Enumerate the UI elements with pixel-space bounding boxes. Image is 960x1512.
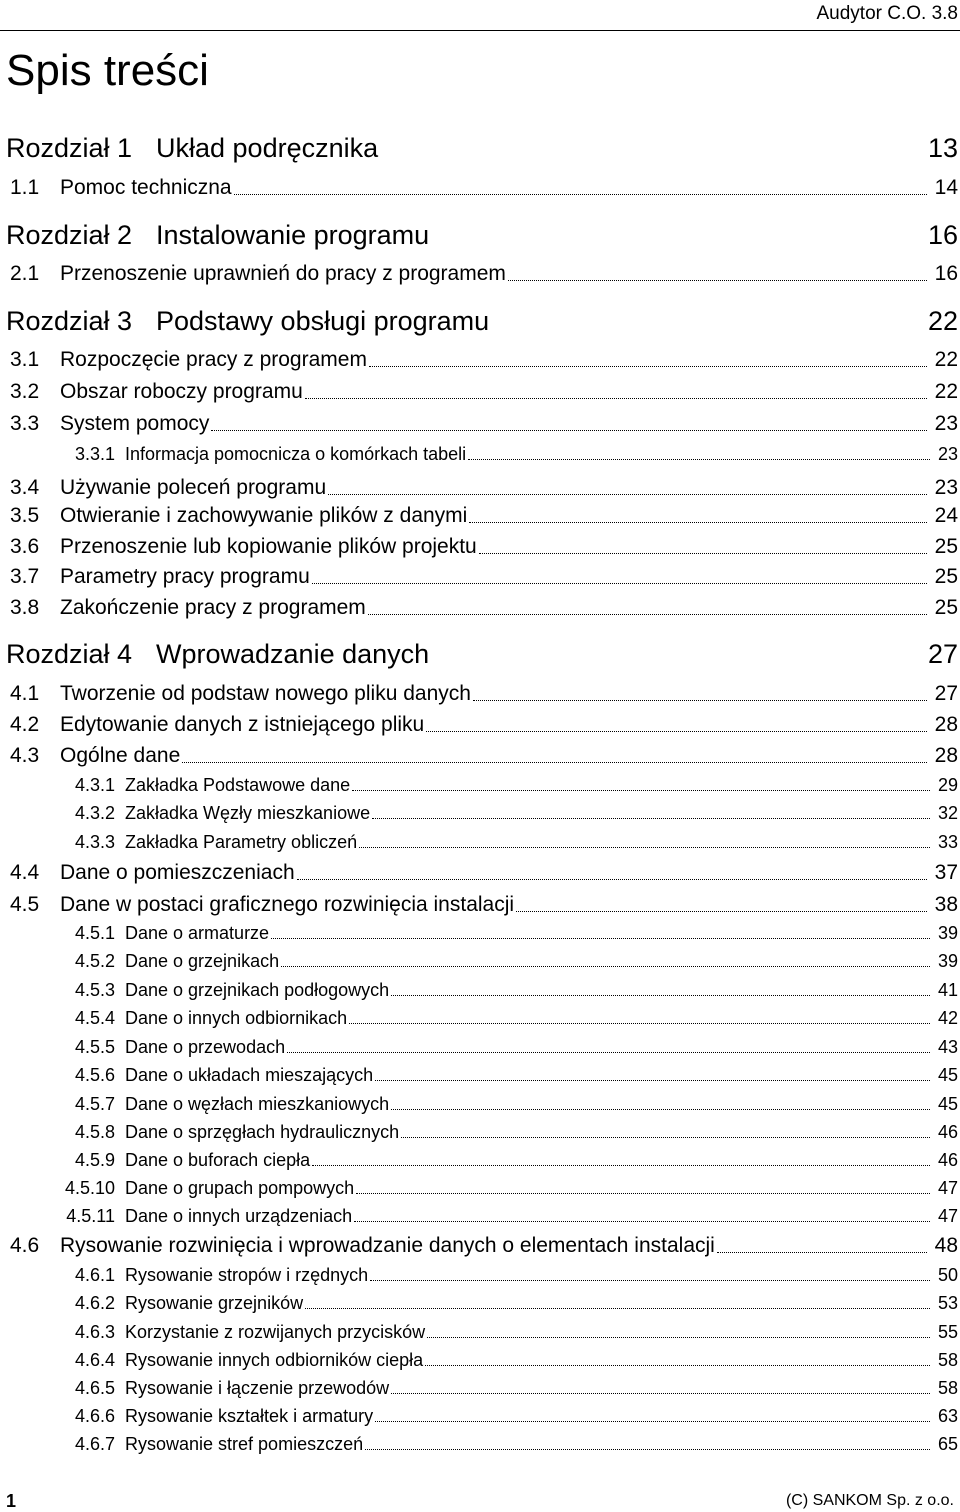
header-divider bbox=[0, 30, 960, 31]
toc-entry-title: Dane o sprzęgłach hydraulicznych bbox=[125, 1122, 400, 1142]
toc-dot-leader bbox=[372, 817, 930, 819]
toc-entry-title: Zakładka Węzły mieszkaniowe bbox=[125, 803, 371, 823]
toc-entry-title: Rysowanie kształtek i armatury bbox=[125, 1406, 374, 1426]
toc-entry-section[interactable] bbox=[10, 565, 958, 589]
toc-dot-leader bbox=[375, 1420, 930, 1422]
toc-entry-title: Zakładka Parametry obliczeń bbox=[125, 832, 358, 852]
page-header bbox=[0, 0, 960, 30]
toc-entry-number: 4.5.7 bbox=[74, 1094, 115, 1114]
toc-entry-title: Rysowanie grzejników bbox=[125, 1293, 304, 1313]
toc-entry-section[interactable] bbox=[10, 504, 958, 528]
toc-entry-section[interactable] bbox=[10, 682, 958, 706]
toc-entry-section[interactable] bbox=[10, 893, 958, 917]
toc-entry-title: Dane o grzejnikach podłogowych bbox=[125, 980, 390, 1000]
toc-entry-title: Rysowanie i łączenie przewodów bbox=[125, 1378, 390, 1398]
toc-entry-page: 55 bbox=[937, 1322, 958, 1342]
toc-entry-page: 16 bbox=[934, 262, 958, 285]
toc-entry-title: Przenoszenie uprawnień do pracy z programem bbox=[60, 262, 506, 285]
toc-entry-number: 4.5 bbox=[10, 893, 40, 916]
toc-entry-chapter[interactable] bbox=[6, 306, 958, 337]
toc-entry-subsection[interactable] bbox=[40, 923, 958, 944]
footer-page-number: 1 bbox=[6, 1491, 17, 1511]
toc-entry-section[interactable] bbox=[10, 535, 958, 559]
toc-entry-number: 4.5.8 bbox=[74, 1122, 115, 1142]
toc-entry-subsection[interactable] bbox=[40, 1322, 958, 1343]
toc-entry-subsection[interactable] bbox=[40, 1434, 958, 1455]
toc-entry-title: Dane o grupach pompowych bbox=[125, 1178, 355, 1198]
toc-entry-subsection[interactable] bbox=[40, 1122, 958, 1143]
toc-entry-chapter[interactable] bbox=[6, 220, 958, 251]
toc-entry-page: 27 bbox=[927, 639, 958, 669]
toc-entry-page: 45 bbox=[937, 1094, 958, 1114]
toc-entry-number: 4.5.3 bbox=[74, 980, 115, 1000]
toc-entry-page: 23 bbox=[934, 476, 958, 499]
toc-entry-number: 4.6.3 bbox=[74, 1322, 115, 1342]
toc-entry-number: 4.1 bbox=[10, 682, 40, 705]
toc-dot-leader bbox=[281, 965, 930, 967]
toc-entry-title: Rysowanie stropów i rzędnych bbox=[125, 1265, 369, 1285]
toc-dot-leader bbox=[717, 1251, 927, 1253]
toc-dot-leader bbox=[391, 1392, 930, 1394]
toc-entry-page: 38 bbox=[934, 893, 958, 916]
toc-entry-subsection[interactable] bbox=[40, 1206, 958, 1227]
toc-entry-number: Rozdział 3 bbox=[6, 306, 133, 336]
toc-entry-title: Informacja pomocnicza o komórkach tabeli bbox=[125, 444, 467, 464]
toc-entry-title: Przenoszenie lub kopiowanie plików projektu bbox=[60, 535, 477, 558]
toc-entry-subsection[interactable] bbox=[40, 1150, 958, 1171]
toc-entry-title: Otwieranie i zachowywanie plików z danymi bbox=[60, 504, 468, 527]
toc-entry-number: 3.3.1 bbox=[74, 444, 115, 464]
toc-entry-number: Rozdział 2 bbox=[6, 220, 133, 250]
header-title: Audytor C.O. 3.8 bbox=[816, 3, 958, 24]
toc-entry-page: 22 bbox=[934, 348, 958, 371]
toc-entry-title: Podstawy obsługi programu bbox=[156, 306, 490, 336]
toc-entry-title: Rozpoczęcie pracy z programem bbox=[60, 348, 367, 371]
toc-entry-page: 48 bbox=[934, 1234, 958, 1257]
toc-entry-title: Układ podręcznika bbox=[156, 133, 379, 163]
toc-dot-leader bbox=[356, 1192, 930, 1194]
toc-entry-title: Dane o układach mieszających bbox=[125, 1065, 374, 1085]
footer-copyright: (C) SANKOM Sp. z o.o. bbox=[785, 1492, 954, 1509]
toc-entry-title: Rysowanie rozwinięcia i wprowadzanie danych o elementach instalacji bbox=[60, 1234, 715, 1257]
toc-entry-number: 4.5.1 bbox=[74, 923, 115, 943]
toc-entry-number: 4.3.1 bbox=[74, 775, 115, 795]
toc-entry-number: 4.4 bbox=[10, 861, 40, 884]
toc-entry-number: 4.6.1 bbox=[74, 1265, 115, 1285]
toc-entry-section[interactable] bbox=[10, 1234, 958, 1258]
toc-entry-page: 58 bbox=[937, 1350, 958, 1370]
toc-entry-title: Dane o węzłach mieszkaniowych bbox=[125, 1094, 390, 1114]
toc-entry-number: 3.6 bbox=[10, 535, 40, 558]
toc-entry-page: 29 bbox=[937, 775, 958, 795]
toc-entry-title: Instalowanie programu bbox=[156, 220, 430, 250]
toc-dot-leader bbox=[425, 1364, 930, 1366]
toc-entry-title: Dane o grzejnikach bbox=[125, 951, 280, 971]
toc-entry-number: 4.5.11 bbox=[66, 1206, 115, 1226]
toc-entry-page: 53 bbox=[937, 1293, 958, 1313]
toc-dot-leader bbox=[479, 552, 927, 554]
toc-entry-section[interactable] bbox=[10, 348, 958, 372]
toc-entry-subsection[interactable] bbox=[40, 775, 958, 796]
toc-entry-subsection[interactable] bbox=[40, 1178, 958, 1199]
toc-entry-subsection[interactable] bbox=[40, 951, 958, 972]
toc-entry-subsection[interactable] bbox=[40, 1265, 958, 1286]
toc-entry-number: 3.1 bbox=[10, 348, 40, 371]
toc-entry-number: 4.6.2 bbox=[74, 1293, 115, 1313]
toc-entry-title: Używanie poleceń programu bbox=[60, 476, 327, 499]
toc-entry-subsection[interactable] bbox=[40, 444, 958, 465]
toc-entry-page: 58 bbox=[937, 1378, 958, 1398]
toc-dot-leader bbox=[182, 761, 926, 763]
toc-entry-subsection[interactable] bbox=[40, 1406, 958, 1427]
toc-entry-subsection[interactable] bbox=[40, 1008, 958, 1029]
toc-entry-page: 47 bbox=[937, 1206, 958, 1226]
toc-entry-page: 65 bbox=[937, 1434, 958, 1454]
toc-entry-page: 27 bbox=[934, 682, 958, 705]
toc-entry-page: 28 bbox=[934, 744, 958, 767]
toc-dot-leader bbox=[297, 878, 927, 880]
toc-dot-leader bbox=[391, 994, 930, 996]
toc-entry-number: 4.2 bbox=[10, 713, 40, 736]
toc-entry-title: Dane o innych urządzeniach bbox=[125, 1206, 353, 1226]
toc-entry-title: Dane o przewodach bbox=[125, 1037, 286, 1057]
toc-entry-title: Zakończenie pracy z programem bbox=[60, 596, 366, 619]
toc-entry-number: 4.5.2 bbox=[74, 951, 115, 971]
toc-entry-page: 22 bbox=[934, 380, 958, 403]
toc-entry-subsection[interactable] bbox=[40, 803, 958, 824]
toc-entry-number: 3.4 bbox=[10, 476, 40, 499]
toc-entry-number: 3.3 bbox=[10, 412, 40, 435]
toc-entry-page: 33 bbox=[937, 832, 958, 852]
toc-dot-leader bbox=[368, 613, 927, 615]
toc-entry-page: 22 bbox=[927, 306, 958, 336]
toc-dot-leader bbox=[287, 1051, 930, 1053]
toc-entry-number: 4.5.10 bbox=[64, 1178, 115, 1198]
toc-entry-subsection[interactable] bbox=[40, 1293, 958, 1314]
toc-entry-page: 16 bbox=[927, 220, 958, 250]
toc-entry-title: Zakładka Podstawowe dane bbox=[125, 775, 351, 795]
toc-entry-section[interactable] bbox=[10, 476, 958, 500]
toc-entry-page: 42 bbox=[937, 1008, 958, 1028]
toc-entry-title: Edytowanie danych z istniejącego pliku bbox=[60, 713, 425, 736]
toc-dot-leader bbox=[365, 1448, 930, 1450]
toc-dot-leader bbox=[375, 1079, 930, 1081]
toc-entry-title: Dane o buforach ciepła bbox=[125, 1150, 311, 1170]
toc-entry-number: 4.5.6 bbox=[74, 1065, 115, 1085]
toc-dot-leader bbox=[427, 1336, 930, 1338]
toc-dot-leader bbox=[473, 699, 927, 701]
toc-entry-page: 41 bbox=[937, 980, 958, 1000]
toc-entry-title: Pomoc techniczna bbox=[60, 176, 232, 199]
toc-entry-subsection[interactable] bbox=[40, 1350, 958, 1371]
toc-dot-leader bbox=[516, 910, 927, 912]
toc-entry-page: 37 bbox=[934, 861, 958, 884]
toc-entry-section[interactable] bbox=[10, 744, 958, 768]
toc-entry-title: Tworzenie od podstaw nowego pliku danych bbox=[60, 682, 471, 705]
toc-dot-leader bbox=[211, 429, 926, 431]
toc-entry-subsection[interactable] bbox=[40, 1378, 958, 1399]
toc-entry-number: 4.6.7 bbox=[74, 1434, 115, 1454]
toc-dot-leader bbox=[349, 1022, 930, 1024]
toc-entry-chapter[interactable] bbox=[6, 133, 958, 164]
toc-entry-title: Obszar roboczy programu bbox=[60, 380, 303, 403]
toc-dot-leader bbox=[354, 1220, 930, 1222]
toc-entry-number: 4.6 bbox=[10, 1234, 40, 1257]
toc-dot-leader bbox=[391, 1108, 930, 1110]
toc-entry-number: 4.6.5 bbox=[74, 1378, 115, 1398]
toc-entry-number: 2.1 bbox=[10, 262, 40, 285]
toc-entry-title: Dane w postaci graficznego rozwinięcia instalacji bbox=[60, 893, 515, 916]
toc-entry-number: 3.2 bbox=[10, 380, 40, 403]
toc-dot-leader bbox=[305, 1307, 930, 1309]
toc-entry-page: 13 bbox=[927, 133, 958, 163]
toc-entry-number: 4.6.4 bbox=[74, 1350, 115, 1370]
toc-entry-subsection[interactable] bbox=[40, 1037, 958, 1058]
toc-entry-page: 23 bbox=[934, 412, 958, 435]
toc-entry-number: 3.7 bbox=[10, 565, 40, 588]
toc-entry-number: 3.5 bbox=[10, 504, 40, 527]
toc-entry-page: 32 bbox=[937, 803, 958, 823]
toc-entry-number: 3.8 bbox=[10, 596, 40, 619]
toc-entry-page: 25 bbox=[934, 565, 958, 588]
toc-entry-number: 4.5.5 bbox=[74, 1037, 115, 1057]
toc-entry-title: Dane o armaturze bbox=[125, 923, 270, 943]
toc-entry-page: 24 bbox=[934, 504, 958, 527]
toc-entry-number: Rozdział 1 bbox=[6, 133, 133, 163]
toc-entry-title: Dane o pomieszczeniach bbox=[60, 861, 295, 884]
toc-dot-leader bbox=[271, 937, 930, 939]
toc-entry-number: 4.3.3 bbox=[74, 832, 115, 852]
toc-entry-number: 4.3 bbox=[10, 744, 40, 767]
toc-entry-number: 4.6.6 bbox=[74, 1406, 115, 1426]
toc-entry-subsection[interactable] bbox=[40, 1094, 958, 1115]
toc-entry-title: Rysowanie stref pomieszczeń bbox=[125, 1434, 364, 1454]
toc-entry-number: 4.5.9 bbox=[74, 1150, 115, 1170]
toc-entry-section[interactable] bbox=[10, 262, 958, 286]
toc-entry-page: 39 bbox=[937, 923, 958, 943]
toc-entry-chapter[interactable] bbox=[6, 639, 958, 670]
toc-entry-page: 46 bbox=[937, 1122, 958, 1142]
toc-entry-title: Rysowanie innych odbiorników ciepła bbox=[125, 1350, 424, 1370]
toc-entry-page: 63 bbox=[937, 1406, 958, 1426]
toc-entry-number: 4.5.4 bbox=[74, 1008, 115, 1028]
toc-entry-title: Ogólne dane bbox=[60, 744, 181, 767]
toc-entry-page: 25 bbox=[934, 535, 958, 558]
toc-entry-page: 43 bbox=[937, 1037, 958, 1057]
toc-entry-page: 47 bbox=[937, 1178, 958, 1198]
toc-dot-leader bbox=[352, 789, 930, 791]
toc-entry-section[interactable] bbox=[10, 176, 958, 200]
toc-entry-title: System pomocy bbox=[60, 412, 210, 435]
toc-entry-number: Rozdział 4 bbox=[6, 639, 133, 669]
toc-dot-leader bbox=[312, 582, 927, 584]
toc-dot-leader bbox=[468, 458, 930, 460]
toc-entry-page: 14 bbox=[934, 176, 958, 199]
toc-entry-subsection[interactable] bbox=[40, 832, 958, 853]
toc-entry-subsection[interactable] bbox=[40, 980, 958, 1001]
toc-entry-page: 25 bbox=[934, 596, 958, 619]
toc-entry-page: 45 bbox=[937, 1065, 958, 1085]
toc-dot-leader bbox=[312, 1164, 930, 1166]
toc-dot-leader bbox=[305, 397, 927, 399]
toc-entry-section[interactable] bbox=[10, 380, 958, 404]
toc-entry-title: Korzystanie z rozwijanych przycisków bbox=[125, 1322, 426, 1342]
toc-entry-page: 39 bbox=[937, 951, 958, 971]
toc-entry-section[interactable] bbox=[10, 861, 958, 885]
toc-entry-page: 23 bbox=[937, 444, 958, 464]
toc-dot-leader bbox=[426, 730, 926, 732]
toc-dot-leader bbox=[370, 1279, 930, 1281]
toc-entry-number: 4.3.2 bbox=[74, 803, 115, 823]
toc-entry-section[interactable] bbox=[10, 713, 958, 737]
toc-entry-title: Wprowadzanie danych bbox=[156, 639, 430, 669]
toc-entry-page: 46 bbox=[937, 1150, 958, 1170]
toc-entry-title: Parametry pracy programu bbox=[60, 565, 310, 588]
toc-dot-leader bbox=[328, 493, 927, 495]
toc-dot-leader bbox=[369, 365, 927, 367]
toc-entry-subsection[interactable] bbox=[40, 1065, 958, 1086]
toc-entry-section[interactable] bbox=[10, 596, 958, 620]
toc-entry-section[interactable] bbox=[10, 412, 958, 436]
toc-entry-page: 50 bbox=[937, 1265, 958, 1285]
toc-dot-leader bbox=[359, 846, 930, 848]
toc-entry-page: 28 bbox=[934, 713, 958, 736]
toc-dot-leader bbox=[401, 1136, 930, 1138]
toc-entry-number: 1.1 bbox=[10, 176, 40, 199]
toc-entry-title: Dane o innych odbiornikach bbox=[125, 1008, 348, 1028]
toc-dot-leader bbox=[508, 279, 927, 281]
toc-dot-leader bbox=[469, 521, 926, 523]
page-title: Spis treści bbox=[6, 46, 209, 95]
toc-dot-leader bbox=[234, 193, 927, 195]
